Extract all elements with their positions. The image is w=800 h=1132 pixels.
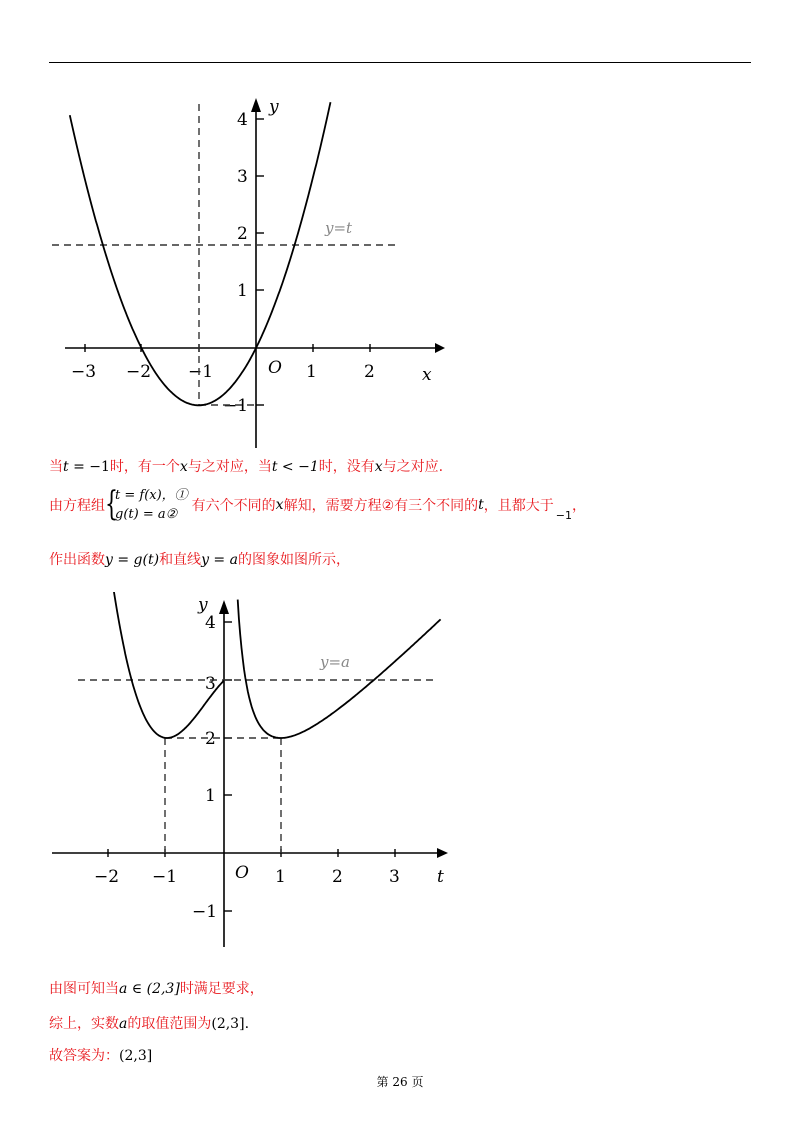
fig2-x-tick: 3 — [389, 867, 400, 887]
fig1-y-tick: −1 — [223, 396, 249, 416]
fig2-line-label: y=a — [320, 653, 350, 671]
text-line-4: 由图可知当a ∈ (2,3]时满足要求， — [49, 981, 264, 997]
fig2-origin-label: O — [235, 863, 249, 883]
fig1-x-tick: −2 — [126, 362, 152, 382]
header-rule — [49, 62, 751, 63]
fig1-origin-label: O — [268, 358, 282, 378]
fig2-y-arrow-icon — [219, 600, 229, 614]
fig1-y-axis-label: y — [269, 97, 279, 117]
figure-1-graph — [40, 90, 460, 460]
fig1-x-tick: −3 — [71, 362, 97, 382]
text-line-6: 故答案为：(2,3] — [49, 1048, 153, 1064]
fig1-y-arrow-icon — [251, 98, 261, 112]
fig1-line-label: y=t — [325, 219, 353, 237]
fig1-x-axis-label: x — [422, 365, 432, 385]
fig2-x-tick: 2 — [332, 867, 343, 887]
text-line-3: 作出函数y = g(t)和直线y = a的图象如图所示， — [49, 552, 350, 568]
fig1-y-tick: 2 — [237, 224, 248, 244]
fig2-y-tick: 1 — [205, 786, 216, 806]
fig2-y-tick: 2 — [205, 729, 216, 749]
fig2-x-axis-label: t — [437, 867, 444, 887]
fig2-x-tick: −1 — [152, 867, 178, 887]
fig1-y-tick: 3 — [237, 167, 248, 187]
text-line-1: 当t = −1时，有一个x与之对应，当t < −1时，没有x与之对应. — [49, 459, 444, 475]
fig2-y-tick: −1 — [192, 902, 218, 922]
figure-2-graph — [40, 592, 460, 957]
fig1-x-tick: −1 — [188, 362, 214, 382]
page-footer: 第 26 页 — [376, 1075, 424, 1089]
fig1-y-tick: 4 — [237, 110, 248, 130]
fig1-x-tick: 1 — [306, 362, 317, 382]
fig1-curve — [70, 102, 331, 405]
fig2-y-tick: 3 — [205, 674, 216, 694]
text-line-2: 由方程组 { t = f(x)，① g(t) = a② 有六个不同的x解知，需要方程②有三个不同的t，且都大于−1， — [49, 484, 586, 524]
fig2-y-axis-label: y — [198, 595, 208, 615]
fig1-x-arrow-icon — [435, 343, 445, 353]
fig2-y-tick: 4 — [205, 613, 216, 633]
text-line-5: 综上，实数a的取值范围为(2,3]. — [49, 1016, 250, 1032]
fig1-x-tick: 2 — [364, 362, 375, 382]
fig1-y-tick: 1 — [237, 281, 248, 301]
fig2-x-arrow-icon — [437, 848, 448, 858]
fig2-x-tick: 1 — [275, 867, 286, 887]
equation-system: { t = f(x)，① g(t) = a② — [105, 484, 188, 524]
fig2-x-tick: −2 — [94, 867, 120, 887]
